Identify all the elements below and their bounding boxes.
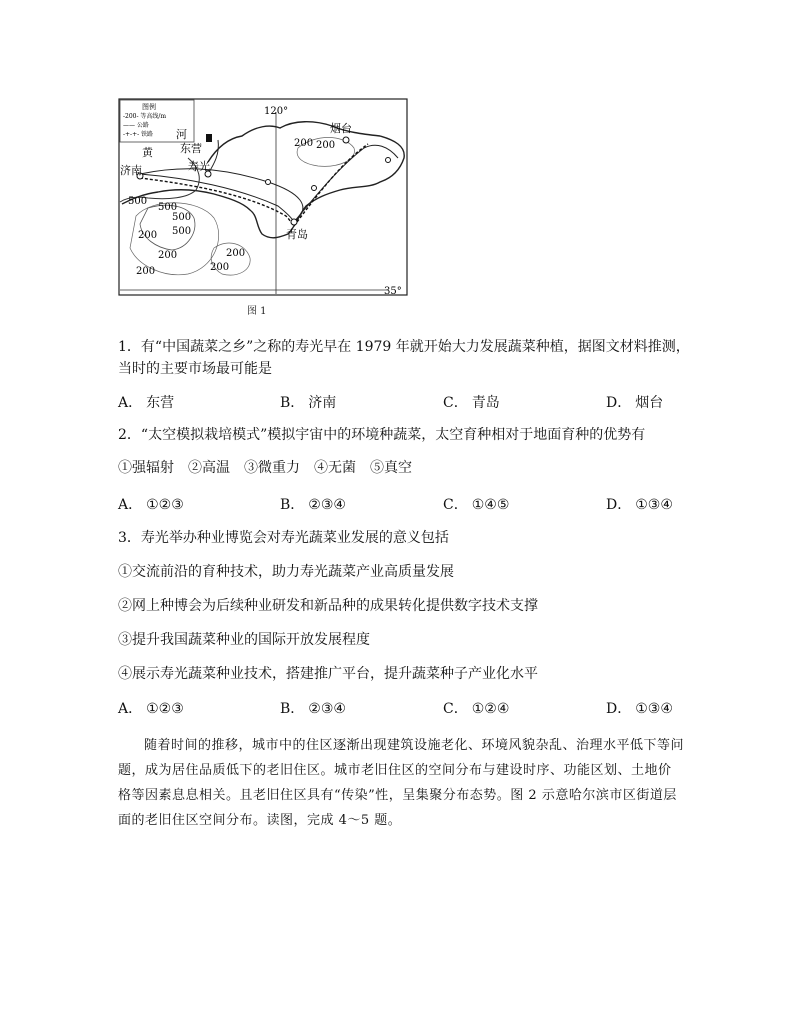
contour-label: 500	[172, 226, 192, 237]
contour-label: 500	[128, 196, 148, 207]
q3-item-2: ②网上种博会为后续种业研发和新品种的成果转化提供数字技术支撑	[118, 598, 538, 614]
label-shouguang: 寿光	[188, 160, 210, 173]
q3-options	[118, 698, 678, 718]
label-yantai: 烟台	[330, 122, 352, 135]
contour-label: 200	[210, 262, 230, 273]
figure-caption: 图 1	[247, 306, 267, 317]
town-marker	[386, 158, 391, 163]
contour-label: 500	[172, 212, 192, 223]
legend-road: —— 公路	[123, 122, 149, 129]
q3-option-a[interactable]: A． ①②③	[118, 701, 184, 717]
contour-label: 200	[316, 140, 336, 151]
q3-stem: 3．寿光举办种业博览会对寿光蔬菜业发展的意义包括	[118, 530, 449, 546]
q2-option-d[interactable]: D． ①③④	[606, 497, 673, 513]
contour-label: 200	[226, 248, 246, 259]
label-jinan: 济南	[120, 164, 142, 177]
q1-stem-line1: 1．有“中国蔬菜之乡”之称的寿光早在 1979 年就开始大力发展蔬菜种植，据图文材料推测，	[118, 339, 690, 355]
town-marker	[312, 186, 317, 191]
contour-label: 500	[158, 202, 178, 213]
q1-option-a[interactable]: A． 东营	[118, 395, 175, 411]
q3-item-3: ③提升我国蔬菜种业的国际开放发展程度	[118, 632, 370, 648]
q2-options	[118, 494, 678, 514]
town-marker	[266, 180, 271, 185]
contour-label: 200	[138, 230, 158, 241]
label-qingdao: 青岛	[286, 228, 308, 241]
contour-label: 200	[294, 138, 314, 149]
passage-text: 随着时间的推移，城市中的住区逐渐出现建筑设施老化、环境风貌杂乱、治理水平低下等问题，成为居住品质低下的老旧住区。城市老旧住区的空间分布与建设时序、功能区划、土地价格等因素息息相关。且老旧住区具有“传染”性，呈集聚分布态势。图 2 示意哈尔滨市区街道层面的老旧住区空间分布。读图，完成 4～5 题。	[118, 738, 685, 828]
label-yellow: 黄	[142, 146, 153, 159]
q1-option-c[interactable]: C． 青岛	[443, 395, 500, 411]
q1-options	[118, 392, 678, 412]
legend-title: 图例	[142, 103, 156, 111]
figure-1-map	[118, 98, 408, 298]
q3-option-d[interactable]: D． ①③④	[606, 701, 673, 717]
label-dongying: 东营	[180, 142, 202, 155]
q2-option-c[interactable]: C． ①④⑤	[443, 497, 510, 513]
q2-items: ①强辐射 ②高温 ③微重力 ④无菌 ⑤真空	[118, 460, 412, 476]
q1-option-b[interactable]: B． 济南	[280, 395, 337, 411]
lat-label: 35°	[384, 286, 402, 297]
q3-item-1: ①交流前沿的育种技术，助力寿光蔬菜产业高质量发展	[118, 564, 454, 580]
legend-contour: -200- 等高线/m	[123, 113, 167, 120]
city-qingdao-marker	[291, 219, 297, 225]
contour-label: 200	[136, 266, 156, 277]
city-dongying-marker	[206, 134, 212, 142]
q3-item-4: ④展示寿光蔬菜种业技术，搭建推广平台，提升蔬菜种子产业化水平	[118, 666, 538, 682]
lon-label: 120°	[264, 106, 289, 117]
q3-option-b[interactable]: B． ②③④	[280, 701, 346, 717]
q2-option-a[interactable]: A． ①②③	[118, 497, 184, 513]
legend-rail: -+-+- 铁路	[123, 131, 154, 138]
q2-stem: 2．“太空模拟栽培模式”模拟宇宙中的环境种蔬菜，太空育种相对于地面育种的优势有	[118, 427, 646, 443]
city-yantai-marker	[343, 137, 349, 143]
q3-option-c[interactable]: C． ①②④	[443, 701, 510, 717]
q2-option-b[interactable]: B． ②③④	[280, 497, 346, 513]
q1-stem-line2: 当时的主要市场最可能是	[118, 361, 272, 377]
contour-label: 200	[158, 250, 178, 261]
label-river: 河	[176, 128, 187, 141]
q1-option-d[interactable]: D． 烟台	[606, 395, 664, 411]
